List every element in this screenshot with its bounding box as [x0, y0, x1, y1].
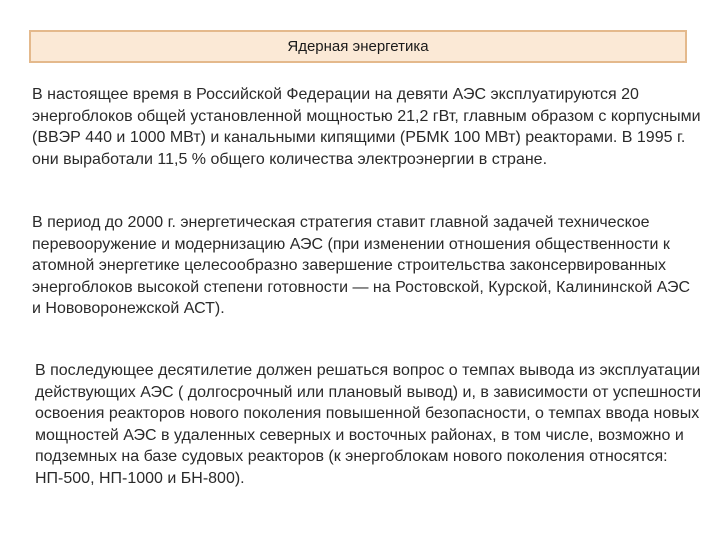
slide-title-box [29, 30, 687, 63]
slide-title: Ядерная энергетика [287, 38, 429, 55]
paragraph-strategy-2000: В период до 2000 г. энергетическая стратегия ставит главной задачей техническое перевооружение и модернизацию АЭС (при изменении отношения общественности к атомной энергетике целесообразно завершение строительства законсервированных энергоблоков высокой степени готовности — на Ростовской, Курской, Калининской АЭС и Нововоронежской АСТ). [32, 214, 691, 317]
paragraph-next-decade: В последующее десятилетие должен решаться вопрос о темпах вывода из эксплуатации действующих АЭС ( долгосрочный или плановый вывод) и, в зависимости от успешности освоения реакторов нового поколения повышенной безопасности, о темпах ввода новых мощностей АЭС в удаленных северных и восточных районах, в том числе, возможно и подземных на базе судовых реакторов (к энергоблокам нового поколения относятся: НП-500, НП-1000 и БН-800). [35, 362, 702, 487]
paragraph-current-status: В настоящее время в Российской Федерации на девяти АЭС эксплуатируются 20 энергоблоков общей установленной мощностью 21,2 гВт, главным образом с корпусными (ВВЭР 440 и 1000 МВт) и канальными кипящими (РБМК 100 МВт) реакторами. В 1995 г. они выработали 11,5 % общего количества электроэнергии в стране. [32, 86, 701, 168]
